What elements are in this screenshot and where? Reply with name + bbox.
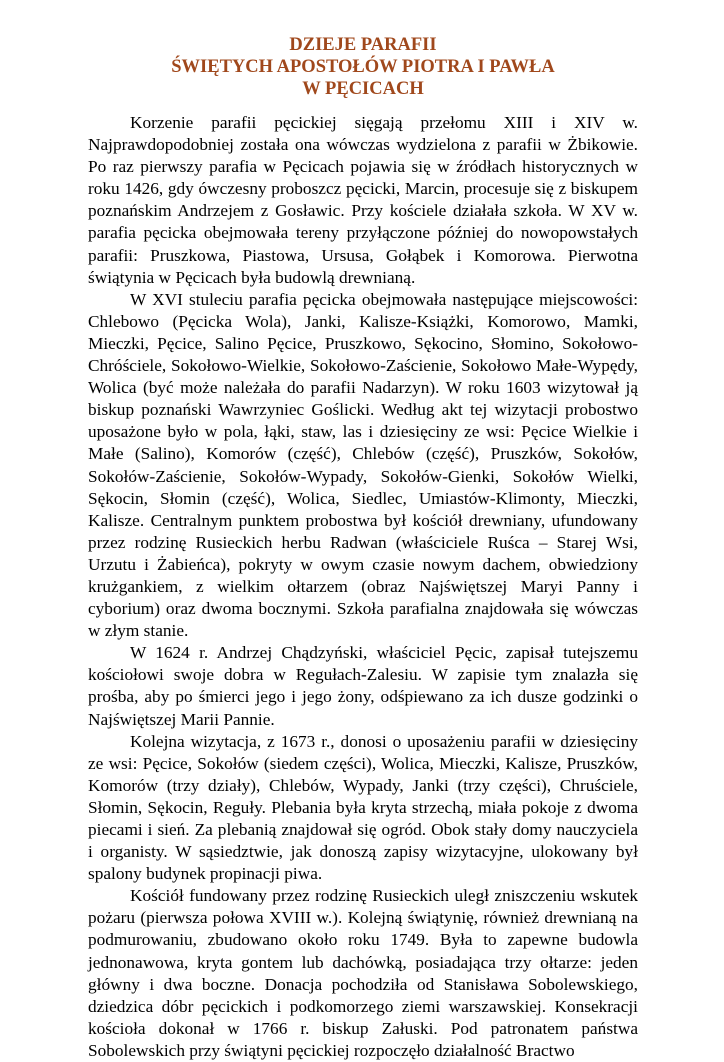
document-page: [88, 34, 638, 1062]
paragraph: Kościół fundowany przez rodzinę Rusieckich uległ zniszczeniu wskutek pożaru (pierwsza połowa XVIII w.). Kolejną świątynię, również drewnianą na podmurowaniu, zbudowano około roku 1749. Była to zapewne budowla jednonawowa, kryta gontem lub dachówką, posiadająca trzy ołtarze: jeden główny i dwa boczne. Donacja pochodziła od Stanisława Sobolewskiego, dziedzica dóbr pęcickich i podkomorzego ziemi warszawskiej. Konsekracji kościoła dokonał w 1766 r. biskup Załuski. Pod patronatem państwa Sobolewskich przy świątyni pęcickiej rozpoczęło działalność Bractwo: [88, 886, 638, 1060]
document-body: [88, 112, 638, 1062]
title-line: W PĘCICACH: [302, 79, 424, 99]
title-line: DZIEJE PARAFII: [289, 35, 437, 55]
paragraph: Kolejna wizytacja, z 1673 r., donosi o uposażeniu parafii w dziesięciny ze wsi: Pęcice, Sokołów (siedem części), Wolica, Mieczki, Kalisze, Pruszków, Komorów (trzy działy), Chlebów, Wypady, Janki (trzy części), Chruściele, Słomin, Sękocin, Reguły. Plebania była kryta strzechą, miała pokoje z dwoma piecami i sień. Za plebanią znajdował się ogród. Obok stały domy nauczyciela i organisty. W sąsiedztwie, jak donoszą zapisy wizytacyjne, ulokowany był spalony budynek propinacji piwa.: [88, 731, 638, 884]
paragraph: W XVI stuleciu parafia pęcicka obejmowała następujące miejscowości: Chlebowo (Pęcicka Wola), Janki, Kalisze-Książki, Komorowo, Mamki, Mieczki, Pęcice, Salino Pęcice, Pruszkowo, Sękocino, Słomino, Sokołowo-Chróściele, Sokołowo-Wielkie, Sokołowo-Zaścienie, Sokołowo Małe-Wypędy, Wolica (być może należała do parafii Nadarzyn). W roku 1603 wizytował ją biskup poznański Wawrzyniec Goślicki. Według akt tej wizytacji probostwo uposażone było w pola, łąki, staw, las i dziesięciny ze wsi: Pęcice Wielkie i Małe (Salino), Komorów (część), Chlebów (część), Pruszków, Sokołów, Sokołów-Zaścienie, Sokołów-Wypady, Sokołów-Gienki, Sokołów Wielki, Sękocin, Słomin (część), Wolica, Siedlec, Umiastów-Klimonty, Mieczki, Kalisze. Centralnym punktem probostwa był kościół drewniany, ufundowany przez rodzinę Rusieckich herbu Radwan (właściciele Ruśca – Starej Wsi, Urzutu i Żabieńca), pokryty w owym czasie nowym dachem, obwiedziony krużgankiem, z wielkim ołtarzem (obraz Najświętszej Maryi Panny i cyborium) oraz dwoma bocznymi. Szkoła parafialna znajdowała się wówczas w złym stanie.: [88, 289, 638, 641]
title-line: ŚWIĘTYCH APOSTOŁÓW PIOTRA I PAWŁA: [171, 57, 555, 77]
document-title: [88, 34, 638, 100]
paragraph: Korzenie parafii pęcickiej sięgają przełomu XIII i XIV w. Najprawdopodobniej została ona wówczas wydzielona z parafii w Żbikowie. Po raz pierwszy parafia w Pęcicach pojawia się w źródłach historycznych w roku 1426, gdy ówczesny proboszcz pęcicki, Marcin, procesuje się z biskupem poznańskim Andrzejem z Gosławic. Przy kościele działała szkoła. W XV w. parafia pęcicka obejmowała tereny przyłączone później do nowopowstałych parafii: Pruszkowa, Piastowa, Ursusa, Gołąbek i Komorowa. Pierwotna świątynia w Pęcicach była budowlą drewnianą.: [88, 113, 638, 287]
paragraph: W 1624 r. Andrzej Chądzyński, właściciel Pęcic, zapisał tutejszemu kościołowi swoje dobra w Regułach-Zalesiu. W zapisie tym znalazła się prośba, aby po śmierci jego i jego żony, odśpiewano za ich dusze godzinki o Najświętszej Marii Pannie.: [88, 643, 638, 729]
